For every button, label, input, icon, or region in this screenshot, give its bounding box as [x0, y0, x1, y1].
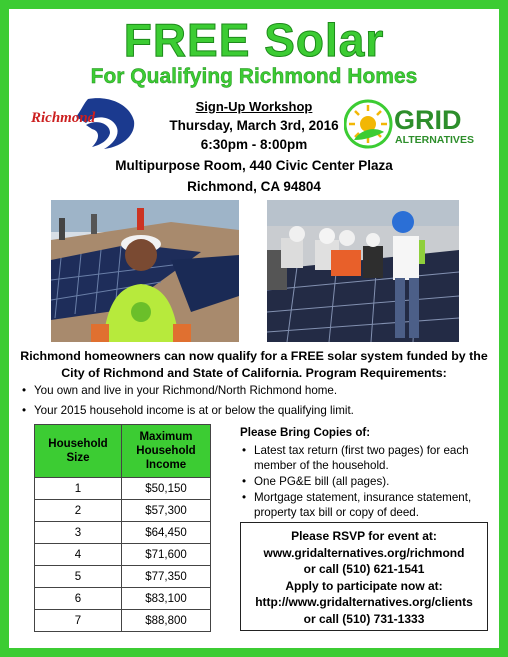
table-row — [35, 588, 211, 610]
rsvp-heading: Please RSVP for event at: — [291, 529, 437, 543]
household-size-cell: 1 — [35, 478, 122, 500]
requirements-list — [20, 383, 490, 398]
requirement-item: • You own and live in your Richmond/North Richmond home. — [20, 383, 490, 398]
grid-logo-subtext: ALTERNATIVES — [395, 134, 474, 146]
income-limits-table — [34, 424, 211, 632]
apply-link[interactable]: http://www.gridalternatives.org/clients — [255, 595, 473, 610]
income-cell: $50,150 — [122, 478, 211, 500]
rsvp-box — [240, 522, 488, 631]
apply-heading: Apply to participate now at: — [285, 578, 443, 593]
photo-volunteers-install — [267, 200, 459, 342]
household-size-cell: 4 — [35, 544, 122, 566]
grid-logo-text: GRID — [394, 105, 462, 135]
table-row — [35, 544, 211, 566]
workshop-info — [140, 98, 368, 154]
column-header-max-income: Maximum Household Income — [122, 425, 211, 478]
household-size-cell: 5 — [35, 566, 122, 588]
workshop-date: Thursday, March 3rd, 2016 — [169, 118, 339, 133]
bring-copies-section — [240, 424, 490, 520]
requirement-item: • Your 2015 household income is at or below the qualifying limit. — [20, 403, 490, 418]
household-size-cell: 3 — [35, 522, 122, 544]
income-cell: $83,100 — [122, 588, 211, 610]
flyer-subtitle: For Qualifying Richmond Homes — [90, 65, 418, 88]
table-row — [35, 566, 211, 588]
bring-item: • Latest tax return (first two pages) for each member of the household. — [240, 443, 490, 473]
household-size-cell: 6 — [35, 588, 122, 610]
rsvp-phone: or call (510) 621-1541 — [303, 562, 425, 577]
workshop-venue: Multipurpose Room, 440 Civic Center Plaza — [115, 158, 393, 173]
table-row — [35, 500, 211, 522]
workshop-time: 6:30pm - 8:00pm — [200, 137, 308, 152]
program-intro: Richmond homeowners can now qualify for a FREE solar system funded by the City of Richmond and State of California. Program Requirements: — [20, 349, 488, 380]
income-cell: $57,300 — [122, 500, 211, 522]
photo-homeowner-solar — [51, 200, 239, 342]
household-size-cell: 2 — [35, 500, 122, 522]
workshop-title: Sign-Up Workshop — [195, 99, 313, 114]
income-cell: $77,350 — [122, 566, 211, 588]
rsvp-link[interactable]: www.gridalternatives.org/richmond — [263, 545, 465, 560]
apply-phone: or call (510) 731-1333 — [303, 611, 425, 626]
richmond-logo-text: Richmond — [31, 110, 96, 126]
bring-copies-list — [240, 443, 490, 520]
richmond-logo — [30, 95, 138, 150]
workshop-location — [0, 155, 508, 197]
bring-item: • Mortgage statement, insurance statement, property tax bill or copy of deed. — [240, 490, 490, 520]
table-row — [35, 478, 211, 500]
income-cell: $71,600 — [122, 544, 211, 566]
table-row — [35, 610, 211, 632]
bring-item: • One PG&E bill (all pages). — [240, 474, 490, 489]
flyer-title: FREE Solar — [123, 14, 385, 66]
household-size-cell: 7 — [35, 610, 122, 632]
bring-copies-title: Please Bring Copies of: — [240, 426, 371, 439]
requirements-list-2 — [20, 403, 490, 418]
table-row — [35, 522, 211, 544]
workshop-city: Richmond, CA 94804 — [187, 179, 321, 194]
column-header-household-size: Household Size — [35, 425, 122, 478]
income-cell: $64,450 — [122, 522, 211, 544]
income-cell: $88,800 — [122, 610, 211, 632]
